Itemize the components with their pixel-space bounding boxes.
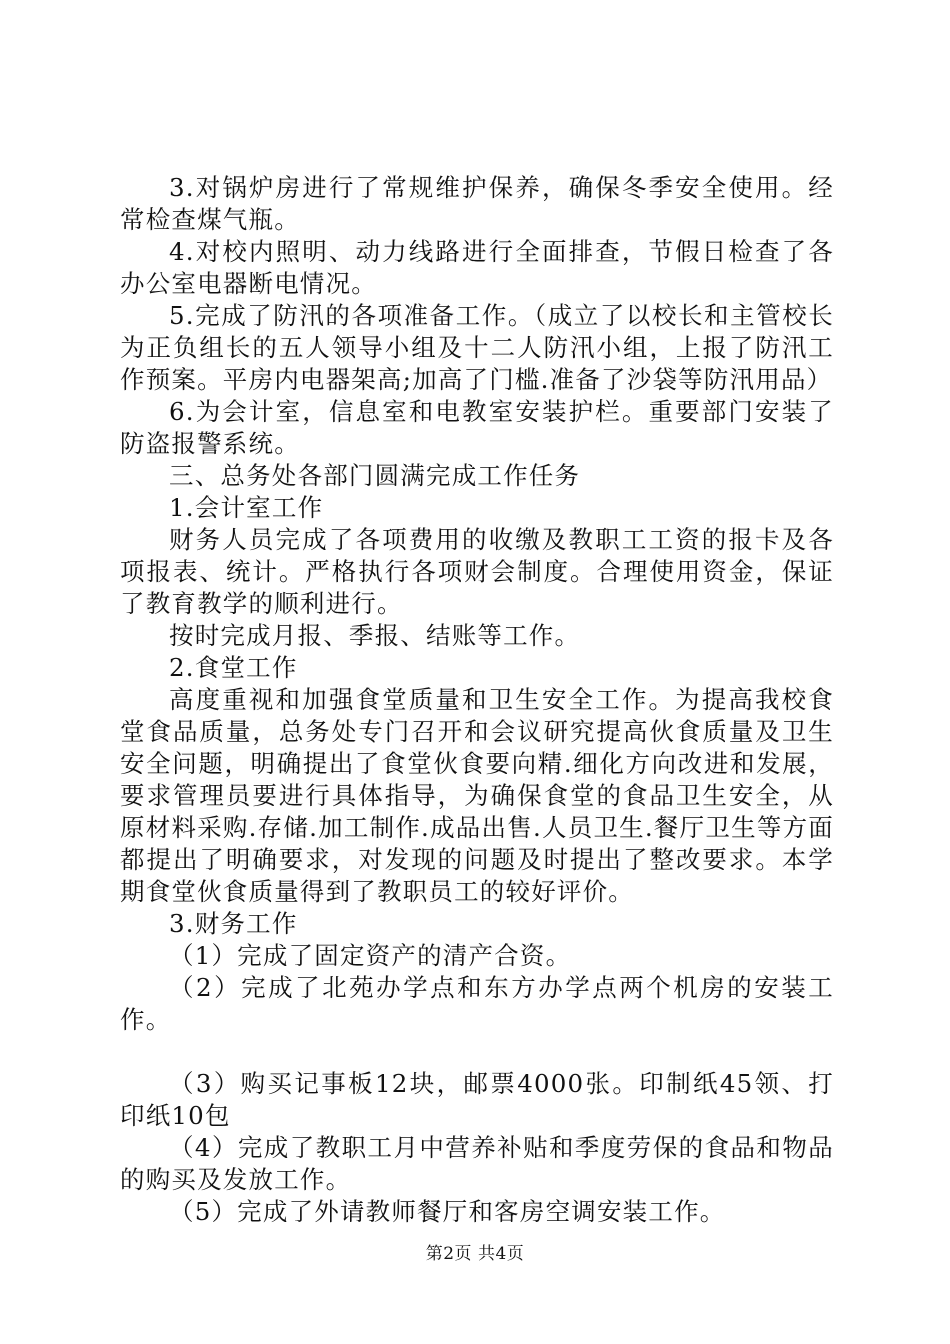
finance-item-2: （2）完成了北苑办学点和东方办学点两个机房的安装工作。 bbox=[120, 973, 834, 1034]
subheading-accounting: 1.会计室工作 bbox=[169, 493, 324, 522]
subheading-finance: 3.财务工作 bbox=[169, 909, 298, 938]
finance-item-5: （5）完成了外请教师餐厅和客房空调安装工作。 bbox=[169, 1197, 726, 1226]
page-number: 第2页 共4页 bbox=[425, 1244, 525, 1264]
finance-item-1: （1）完成了固定资产的清产合资。 bbox=[169, 941, 572, 970]
paragraph-item-5: 5.完成了防汛的各项准备工作。（成立了以校长和主管校长为正负组长的五人领导小组及十二人防汛小组，上报了防汛工作预案。平房内电器架高;加高了门槛.准备了沙袋等防汛用品） bbox=[120, 301, 834, 394]
paragraph-item-6: 6.为会计室，信息室和电教室安装护栏。重要部门安装了防盗报警系统。 bbox=[120, 397, 834, 458]
subheading-canteen: 2.食堂工作 bbox=[169, 653, 298, 682]
paragraph-reports: 按时完成月报、季报、结账等工作。 bbox=[169, 621, 581, 650]
finance-item-4: （4）完成了教职工月中营养补贴和季度劳保的食品和物品的购买及发放工作。 bbox=[120, 1133, 834, 1194]
document-body bbox=[120, 172, 834, 1228]
paragraph-item-4: 4.对校内照明、动力线路进行全面排查，节假日检查了各办公室电器断电情况。 bbox=[120, 237, 834, 298]
paragraph-accounting: 财务人员完成了各项费用的收缴及教职工工资的报卡及各项报表、统计。严格执行各项财会制度。合理使用资金，保证了教育教学的顺利进行。 bbox=[120, 525, 834, 618]
section-heading-3: 三、总务处各部门圆满完成工作任务 bbox=[169, 461, 581, 490]
paragraph-item-3: 3.对锅炉房进行了常规维护保养，确保冬季安全使用。经常检查煤气瓶。 bbox=[120, 173, 834, 234]
paragraph-canteen: 高度重视和加强食堂质量和卫生安全工作。为提高我校食堂食品质量，总务处专门召开和会议研究提高伙食质量及卫生安全问题，明确提出了食堂伙食要向精.细化方向改进和发展，要求管理员要进行具体指导，为确保食堂的食品卫生安全，从原材料采购.存储.加工制作.成品出售.人员卫生.餐厅卫生等方面都提出了明确要求，对发现的问题及时提出了整改要求。本学期食堂伙食质量得到了教职员工的较好评价。 bbox=[120, 685, 834, 906]
page-footer bbox=[0, 1243, 950, 1265]
finance-item-3: （3）购买记事板12块，邮票4000张。印制纸45领、打印纸10包 bbox=[120, 1069, 834, 1130]
